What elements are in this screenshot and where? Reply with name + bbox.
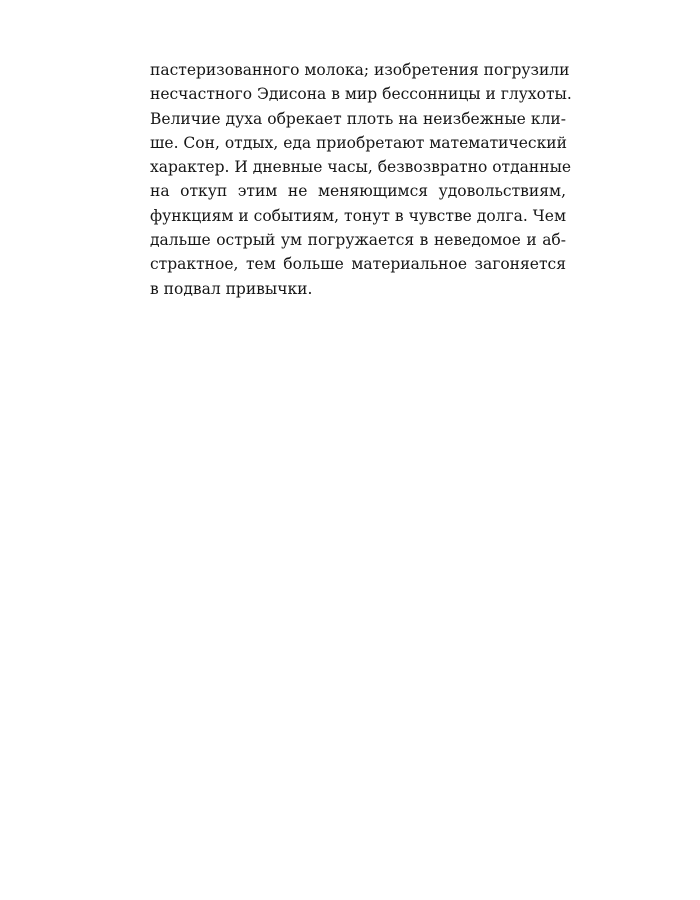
text-line: характер. И дневные часы, безвозвратно отданные [150, 158, 572, 177]
text-line: Величие духа обрекает плоть на неизбежные кли- [150, 109, 566, 128]
text-line: страктное, тем больше материальное загоняется [150, 255, 566, 274]
text-line: функциям и событиям, тонут в чувстве долга. Чем [150, 206, 566, 225]
text-line: несчастного Эдисона в мир бессонницы и глухоты. [150, 85, 572, 104]
body-paragraph [150, 58, 572, 301]
text-line: на откуп этим не меняющимся удовольствиям, [150, 182, 566, 201]
text-line-last: в подвал привычки. [150, 279, 313, 298]
text-line: пастеризованного молока; изобретения погрузили [150, 61, 570, 79]
text-line: ше. Сон, отдых, еда приобретают математический [150, 133, 567, 152]
text-line: дальше острый ум погружается в неведомое и аб- [150, 231, 566, 250]
